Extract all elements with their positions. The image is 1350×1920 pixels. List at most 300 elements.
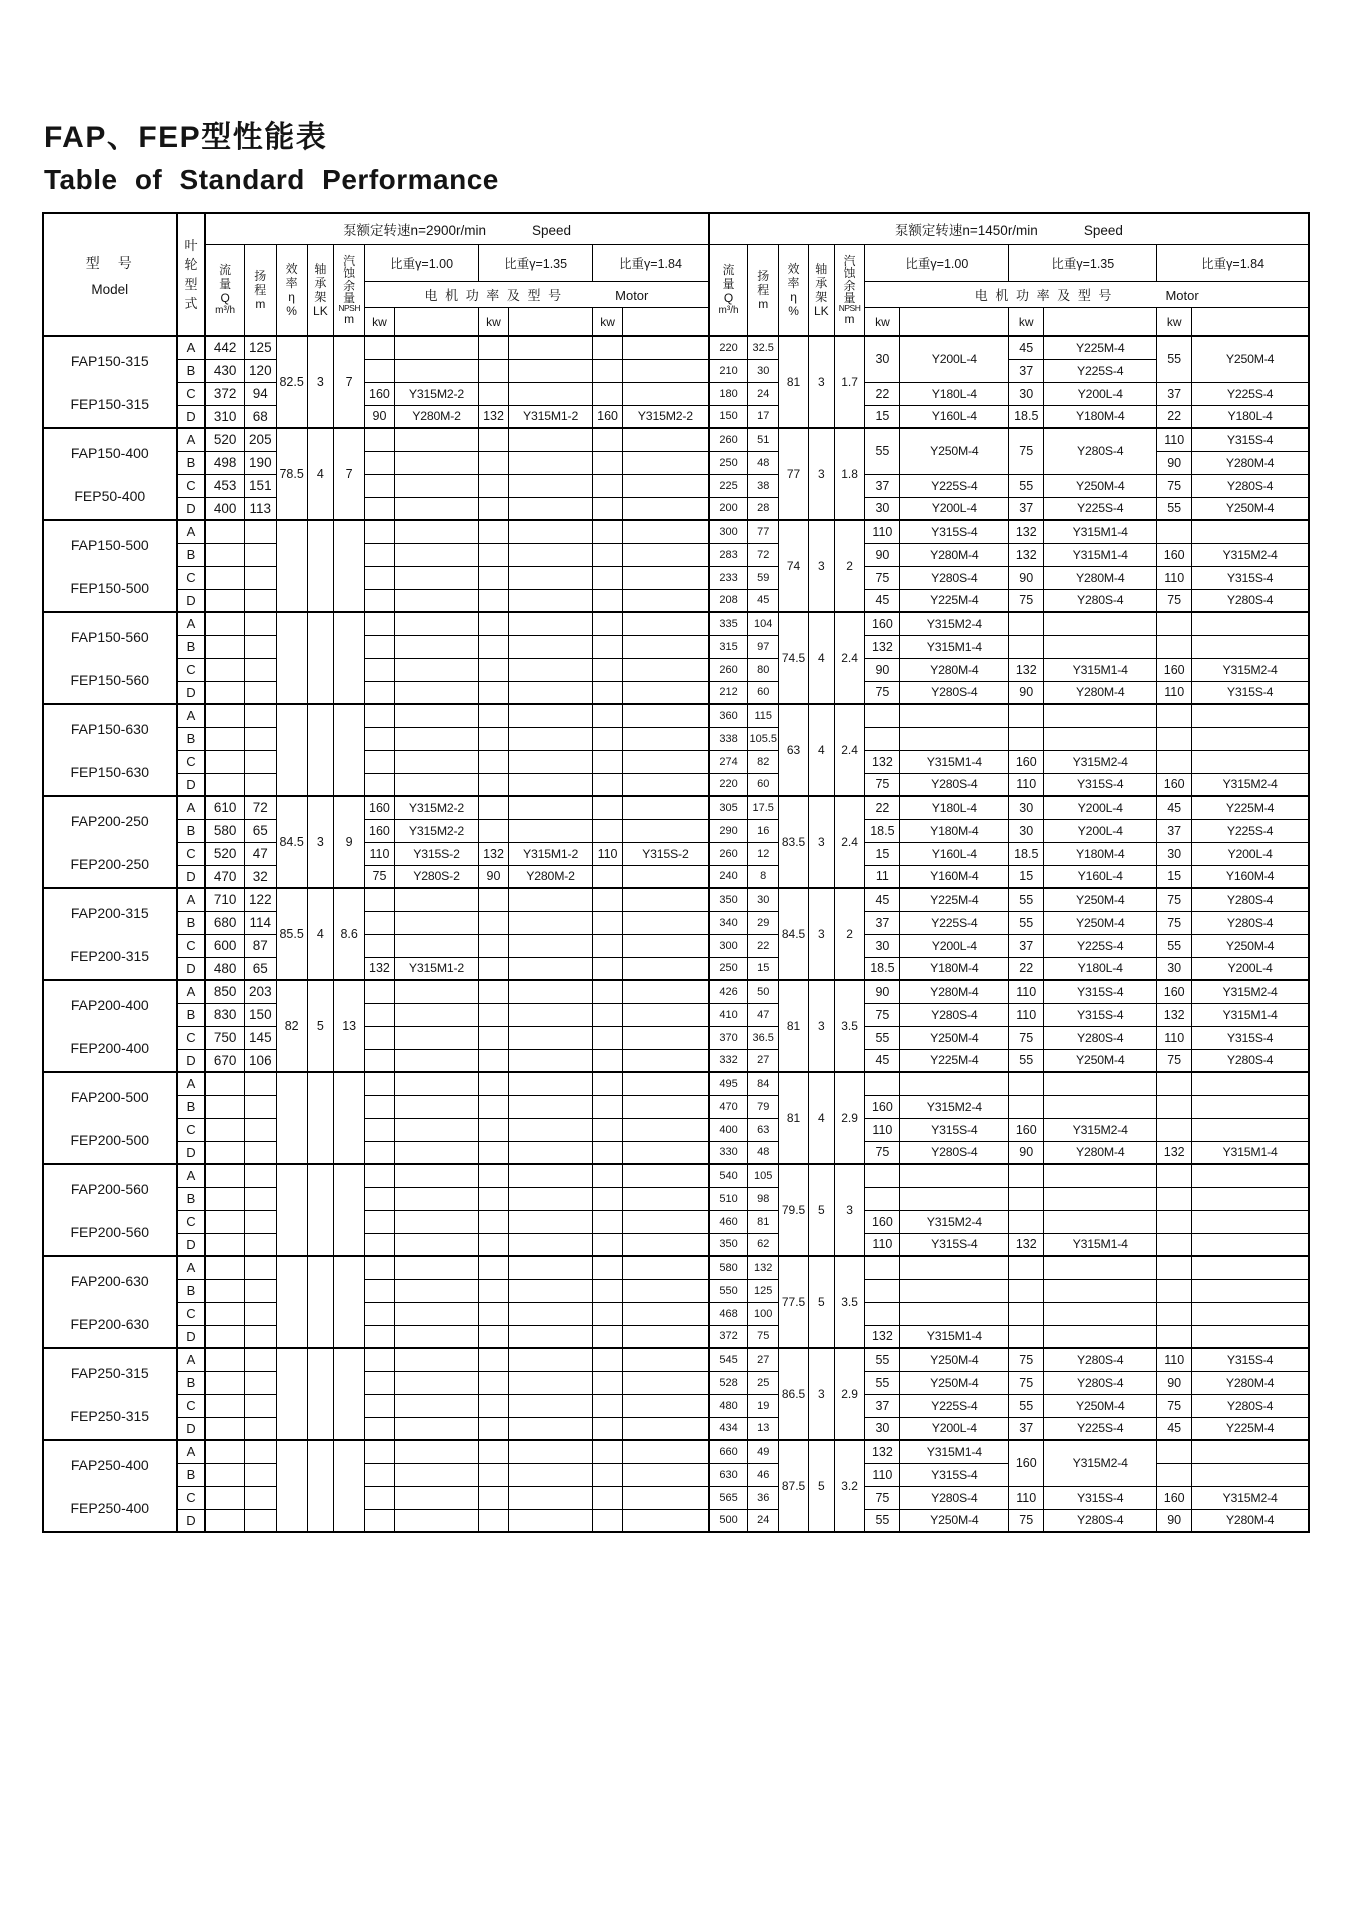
motor-model-cell: Y315S-2	[394, 842, 478, 865]
motor-kw-cell	[479, 520, 509, 543]
model-cell	[43, 612, 177, 704]
head-value-cell: 125	[244, 336, 276, 359]
motor-kw-cell: 160	[1157, 1486, 1192, 1509]
flow-value-cell: 600	[205, 934, 244, 957]
motor-kw-cell: 30	[1009, 819, 1044, 842]
motor-kw-cell	[865, 1072, 900, 1095]
motor-model-cell	[622, 1394, 708, 1417]
impeller-type-cell: A	[177, 1440, 206, 1463]
motor-kw-cell	[1157, 1118, 1192, 1141]
motor-kw-cell: 110	[865, 520, 900, 543]
motor-kw-cell	[365, 750, 395, 773]
flow-value-cell: 305	[709, 796, 748, 819]
motor-kw-cell: 55	[1009, 1049, 1044, 1072]
motor-kw-cell	[365, 589, 395, 612]
impeller-type-cell: A	[177, 612, 206, 635]
motor-model-cell	[508, 566, 592, 589]
motor-model-cell	[508, 1095, 592, 1118]
table-row	[43, 1210, 1309, 1233]
motor-kw-cell	[593, 1256, 623, 1279]
motor-kw-cell	[593, 1463, 623, 1486]
model-cell	[43, 428, 177, 520]
motor-kw-cell	[365, 1302, 395, 1325]
motor-model-cell	[508, 451, 592, 474]
impeller-type-cell: A	[177, 428, 206, 451]
motor-model-cell	[622, 888, 708, 911]
model-name-fep: FEP150-315	[70, 395, 150, 412]
table-row	[43, 520, 1309, 543]
motor-power-header	[365, 282, 709, 308]
motor-model-column-header	[622, 308, 708, 337]
motor-kw-cell: 132	[1009, 520, 1044, 543]
motor-kw-cell: 110	[865, 1233, 900, 1256]
npsh-value-cell: 3.5	[834, 1256, 865, 1348]
motor-kw-cell	[1009, 1210, 1044, 1233]
motor-model-cell	[394, 1118, 478, 1141]
motor-header-zh: 电 机 功 率 及 型 号	[974, 288, 1114, 303]
motor-kw-cell	[365, 1187, 395, 1210]
impeller-type-cell: D	[177, 1417, 206, 1440]
motor-kw-cell	[479, 566, 509, 589]
page-title: FAP、FEP型性能表	[44, 121, 328, 154]
motor-model-cell	[508, 957, 592, 980]
motor-kw-cell: 110	[865, 1463, 900, 1486]
motor-kw-cell: 90	[1157, 1509, 1192, 1532]
speed-label-en: Speed	[1083, 223, 1123, 238]
head-value-cell	[244, 773, 276, 796]
head-value-cell: 16	[748, 819, 779, 842]
motor-kw-cell: 55	[1009, 911, 1044, 934]
motor-kw-cell: 75	[1009, 1348, 1044, 1371]
efficiency-cell	[276, 1440, 307, 1532]
model-cell	[43, 980, 177, 1072]
head-value-cell: 151	[244, 474, 276, 497]
motor-kw-cell: 75	[1009, 428, 1044, 474]
head-value-cell	[244, 750, 276, 773]
bearing-frame-cell: 4	[808, 704, 834, 796]
motor-model-cell: Y280S-4	[900, 566, 1009, 589]
motor-kw-cell	[365, 566, 395, 589]
bearing-frame-cell: 4	[307, 888, 334, 980]
model-name-fep: FEP200-560	[70, 1223, 150, 1240]
motor-kw-cell: 90	[1009, 681, 1044, 704]
motor-kw-cell: 75	[1157, 474, 1192, 497]
head-column-header: 扬 程 m	[748, 245, 779, 337]
motor-model-cell	[622, 957, 708, 980]
head-value-cell: 29	[748, 911, 779, 934]
bearing-frame-cell: 3	[808, 428, 834, 520]
head-value-cell: 80	[748, 658, 779, 681]
model-name-fap: FAP150-500	[70, 536, 149, 553]
motor-model-cell	[508, 980, 592, 1003]
motor-kw-cell	[593, 1072, 623, 1095]
motor-kw-cell	[365, 681, 395, 704]
motor-model-cell	[1044, 612, 1157, 635]
bearing-frame-cell	[307, 1256, 334, 1348]
impeller-type-cell: C	[177, 934, 206, 957]
motor-kw-cell	[365, 1210, 395, 1233]
motor-model-cell: Y315S-4	[1192, 1026, 1309, 1049]
flow-value-cell: 260	[709, 428, 748, 451]
motor-model-cell	[508, 658, 592, 681]
model-name-fap: FAP150-315	[70, 352, 149, 369]
motor-model-cell	[900, 1256, 1009, 1279]
motor-model-cell	[394, 658, 478, 681]
motor-model-cell: Y225S-4	[1192, 819, 1309, 842]
motor-model-cell: Y280S-4	[1044, 428, 1157, 474]
motor-model-cell	[1044, 704, 1157, 727]
flow-value-cell: 453	[205, 474, 244, 497]
head-value-cell	[244, 635, 276, 658]
flow-value-cell: 370	[709, 1026, 748, 1049]
motor-kw-cell	[1157, 1302, 1192, 1325]
motor-model-cell	[1192, 1118, 1309, 1141]
motor-kw-cell: 160	[1157, 543, 1192, 566]
model-cell	[43, 520, 177, 612]
flow-value-cell: 360	[709, 704, 748, 727]
head-value-cell	[244, 1302, 276, 1325]
motor-model-cell	[622, 980, 708, 1003]
motor-model-cell: Y315S-4	[900, 1463, 1009, 1486]
efficiency-cell	[276, 704, 307, 796]
motor-model-cell: Y280S-4	[1192, 589, 1309, 612]
head-value-cell	[244, 1371, 276, 1394]
head-value-cell: 203	[244, 980, 276, 1003]
motor-kw-cell	[479, 1256, 509, 1279]
motor-model-cell: Y315M2-4	[1192, 1486, 1309, 1509]
motor-model-cell	[394, 1486, 478, 1509]
table-row	[43, 1233, 1309, 1256]
motor-model-cell	[508, 543, 592, 566]
motor-kw-cell	[593, 566, 623, 589]
impeller-type-cell: B	[177, 543, 206, 566]
table-row	[43, 796, 1309, 819]
motor-model-cell	[508, 1463, 592, 1486]
model-name-fap: FAP150-560	[70, 628, 149, 645]
flow-value-cell	[205, 727, 244, 750]
model-cell	[43, 1256, 177, 1348]
motor-kw-cell	[593, 1417, 623, 1440]
flow-value-cell: 470	[205, 865, 244, 888]
bearing-frame-cell	[307, 1440, 334, 1532]
motor-kw-cell	[479, 1210, 509, 1233]
impeller-type-cell: C	[177, 474, 206, 497]
motor-kw-cell: 90	[365, 405, 395, 428]
motor-kw-cell: 75	[1009, 1509, 1044, 1532]
motor-kw-cell	[1157, 1210, 1192, 1233]
head-value-cell: 97	[748, 635, 779, 658]
motor-kw-cell: 75	[865, 1003, 900, 1026]
flow-value-cell: 500	[709, 1509, 748, 1532]
flow-value-cell: 350	[709, 1233, 748, 1256]
table-row	[43, 428, 1309, 451]
head-value-cell: 104	[748, 612, 779, 635]
motor-kw-cell	[593, 957, 623, 980]
motor-model-cell	[394, 773, 478, 796]
model-name-fap: FAP200-630	[70, 1272, 149, 1289]
motor-model-cell	[622, 497, 708, 520]
motor-model-cell	[394, 566, 478, 589]
motor-model-cell: Y315M1-4	[900, 1325, 1009, 1348]
table-row	[43, 842, 1309, 865]
flow-value-cell: 550	[709, 1279, 748, 1302]
npsh-value-cell: 13	[334, 980, 365, 1072]
impeller-type-cell: D	[177, 865, 206, 888]
kw-column-header: kw	[365, 308, 395, 337]
impeller-type-cell: C	[177, 1210, 206, 1233]
motor-kw-cell: 55	[1157, 497, 1192, 520]
head-value-cell: 13	[748, 1417, 779, 1440]
motor-model-cell: Y280S-4	[900, 1003, 1009, 1026]
motor-model-cell: Y315S-4	[1044, 773, 1157, 796]
motor-kw-cell	[479, 1049, 509, 1072]
motor-model-cell	[622, 1325, 708, 1348]
motor-kw-cell	[593, 1187, 623, 1210]
motor-kw-cell: 15	[865, 842, 900, 865]
motor-kw-cell	[1009, 1325, 1044, 1348]
motor-kw-cell	[479, 612, 509, 635]
motor-model-cell	[394, 543, 478, 566]
motor-model-cell	[622, 1095, 708, 1118]
bearing-frame-cell: 3	[307, 796, 334, 888]
motor-kw-cell	[479, 1463, 509, 1486]
npsh-value-cell	[334, 1072, 365, 1164]
motor-kw-cell: 110	[1009, 980, 1044, 1003]
motor-model-cell	[1192, 1187, 1309, 1210]
head-value-cell	[244, 727, 276, 750]
speed-header-1450	[709, 213, 1309, 245]
motor-kw-cell	[1157, 1233, 1192, 1256]
motor-model-cell: Y315M1-4	[1192, 1141, 1309, 1164]
npsh-value-cell: 2	[834, 520, 865, 612]
motor-kw-cell: 160	[1157, 773, 1192, 796]
head-value-cell	[244, 1118, 276, 1141]
head-value-cell	[244, 1095, 276, 1118]
table-row	[43, 1187, 1309, 1210]
flow-value-cell: 220	[709, 773, 748, 796]
head-value-cell	[244, 1256, 276, 1279]
impeller-type-cell: A	[177, 796, 206, 819]
efficiency-cell	[276, 520, 307, 612]
flow-value-cell	[205, 1118, 244, 1141]
motor-model-cell	[1192, 1210, 1309, 1233]
motor-model-cell	[508, 773, 592, 796]
motor-model-cell	[622, 773, 708, 796]
motor-kw-cell	[1157, 635, 1192, 658]
motor-kw-cell	[1009, 727, 1044, 750]
table-row	[43, 773, 1309, 796]
impeller-type-cell: D	[177, 589, 206, 612]
motor-kw-cell	[365, 1095, 395, 1118]
motor-model-cell: Y315M1-2	[394, 957, 478, 980]
head-value-cell: 105.5	[748, 727, 779, 750]
table-row	[43, 336, 1309, 359]
motor-kw-cell	[365, 428, 395, 451]
motor-model-cell: Y315M2-4	[1192, 773, 1309, 796]
speed-title: 泵额定转速n=1450r/min	[894, 223, 1038, 238]
bearing-frame-cell	[307, 1164, 334, 1256]
flow-value-cell: 498	[205, 451, 244, 474]
motor-kw-cell: 132	[1009, 658, 1044, 681]
motor-kw-cell: 55	[1157, 934, 1192, 957]
motor-model-cell	[1192, 1463, 1309, 1486]
motor-model-cell: Y315M1-4	[1192, 1003, 1309, 1026]
motor-model-cell: Y315M2-4	[1192, 980, 1309, 1003]
head-value-cell	[244, 543, 276, 566]
motor-model-cell	[508, 1256, 592, 1279]
head-column-header: 扬 程 m	[244, 245, 276, 337]
motor-model-cell: Y315M2-4	[1044, 1118, 1157, 1141]
motor-kw-cell	[1009, 612, 1044, 635]
motor-model-cell	[1192, 1279, 1309, 1302]
efficiency-cell: 78.5	[276, 428, 307, 520]
motor-model-cell	[1192, 1072, 1309, 1095]
motor-kw-cell	[479, 1233, 509, 1256]
motor-kw-cell: 90	[865, 980, 900, 1003]
motor-kw-cell: 22	[865, 382, 900, 405]
model-name-fap: FAP200-315	[70, 904, 149, 921]
table-row	[43, 1118, 1309, 1141]
motor-model-column-header	[1044, 308, 1157, 337]
impeller-type-cell: B	[177, 1003, 206, 1026]
eff-column-header: 效 率 η %	[276, 245, 307, 337]
motor-model-cell: Y200L-4	[900, 1417, 1009, 1440]
motor-model-cell: Y280S-4	[1192, 1394, 1309, 1417]
motor-kw-cell	[1157, 1463, 1192, 1486]
motor-kw-cell	[593, 911, 623, 934]
motor-kw-cell	[1157, 727, 1192, 750]
npsh-value-cell	[334, 520, 365, 612]
motor-model-cell: Y200L-4	[1044, 819, 1157, 842]
motor-model-cell	[394, 1509, 478, 1532]
motor-kw-cell	[479, 336, 509, 359]
motor-kw-cell	[593, 1440, 623, 1463]
model-name-fep: FEP200-500	[70, 1131, 150, 1148]
head-value-cell: 30	[748, 888, 779, 911]
flow-value-cell: 680	[205, 911, 244, 934]
table-row	[43, 681, 1309, 704]
motor-kw-cell: 90	[865, 543, 900, 566]
motor-kw-cell	[479, 359, 509, 382]
motor-kw-cell	[593, 1141, 623, 1164]
impeller-type-cell: B	[177, 451, 206, 474]
motor-model-cell: Y280S-4	[1192, 474, 1309, 497]
head-value-cell	[244, 1394, 276, 1417]
head-value-cell: 65	[244, 819, 276, 842]
motor-model-cell	[508, 934, 592, 957]
motor-model-cell: Y280S-4	[900, 681, 1009, 704]
motor-model-cell	[622, 865, 708, 888]
motor-kw-cell	[479, 1325, 509, 1348]
flow-value-cell: 315	[709, 635, 748, 658]
motor-model-cell: Y315S-4	[1192, 566, 1309, 589]
head-value-cell	[244, 589, 276, 612]
bearing-frame-cell: 5	[808, 1164, 834, 1256]
motor-kw-cell	[593, 1003, 623, 1026]
motor-kw-cell: 22	[1009, 957, 1044, 980]
motor-model-cell	[394, 1371, 478, 1394]
motor-kw-cell: 18.5	[865, 819, 900, 842]
motor-kw-cell	[479, 750, 509, 773]
table-row	[43, 382, 1309, 405]
motor-kw-cell	[479, 1026, 509, 1049]
npsh-value-cell: 2	[834, 888, 865, 980]
flow-value-cell	[205, 612, 244, 635]
head-value-cell	[244, 681, 276, 704]
motor-kw-cell	[365, 1003, 395, 1026]
impeller-type-cell: D	[177, 1509, 206, 1532]
flow-value-cell: 426	[709, 980, 748, 1003]
motor-model-cell: Y280S-4	[1192, 1049, 1309, 1072]
motor-kw-cell: 37	[1157, 382, 1192, 405]
motor-kw-cell: 37	[865, 911, 900, 934]
head-value-cell: 32.5	[748, 336, 779, 359]
kw-column-header: kw	[1157, 308, 1192, 337]
motor-kw-cell	[365, 980, 395, 1003]
head-value-cell: 87	[244, 934, 276, 957]
flow-value-cell: 495	[709, 1072, 748, 1095]
head-value-cell	[244, 1440, 276, 1463]
flow-value-cell: 332	[709, 1049, 748, 1072]
flow-value-cell	[205, 1463, 244, 1486]
motor-kw-cell: 160	[365, 819, 395, 842]
head-value-cell: 75	[748, 1325, 779, 1348]
flow-value-cell	[205, 1187, 244, 1210]
motor-kw-cell	[365, 1279, 395, 1302]
head-value-cell: 65	[244, 957, 276, 980]
motor-model-cell	[1192, 750, 1309, 773]
bearing-frame-cell	[307, 520, 334, 612]
table-row	[43, 934, 1309, 957]
motor-model-cell: Y280S-4	[1192, 888, 1309, 911]
motor-model-cell	[508, 612, 592, 635]
motor-model-cell: Y315M1-4	[900, 635, 1009, 658]
flow-value-cell	[205, 1141, 244, 1164]
flow-value-cell: 310	[205, 405, 244, 428]
model-name-fep: FEP200-630	[70, 1315, 150, 1332]
impeller-type-cell: C	[177, 842, 206, 865]
motor-kw-cell	[365, 635, 395, 658]
flow-value-cell: 850	[205, 980, 244, 1003]
bearing-frame-cell	[307, 1072, 334, 1164]
motor-kw-cell	[365, 451, 395, 474]
motor-kw-cell	[593, 1279, 623, 1302]
flow-value-cell	[205, 1302, 244, 1325]
motor-kw-cell	[479, 1440, 509, 1463]
flow-value-cell: 212	[709, 681, 748, 704]
motor-model-cell	[394, 359, 478, 382]
motor-model-cell: Y180M-4	[900, 819, 1009, 842]
motor-kw-cell	[479, 934, 509, 957]
motor-kw-cell: 45	[1009, 336, 1044, 359]
head-value-cell	[244, 566, 276, 589]
motor-model-cell: Y315M1-4	[1044, 520, 1157, 543]
motor-model-cell	[394, 589, 478, 612]
flow-value-cell: 442	[205, 336, 244, 359]
motor-kw-cell	[593, 612, 623, 635]
efficiency-cell: 63	[779, 704, 809, 796]
motor-kw-cell: 110	[1009, 773, 1044, 796]
motor-model-cell: Y250M-4	[1044, 888, 1157, 911]
motor-kw-cell: 110	[1157, 428, 1192, 451]
impeller-type-cell: C	[177, 1302, 206, 1325]
head-value-cell: 36	[748, 1486, 779, 1509]
motor-kw-cell	[1157, 1095, 1192, 1118]
impeller-type-cell: B	[177, 1187, 206, 1210]
head-value-cell: 68	[244, 405, 276, 428]
head-value-cell: 46	[748, 1463, 779, 1486]
table-row	[43, 1049, 1309, 1072]
